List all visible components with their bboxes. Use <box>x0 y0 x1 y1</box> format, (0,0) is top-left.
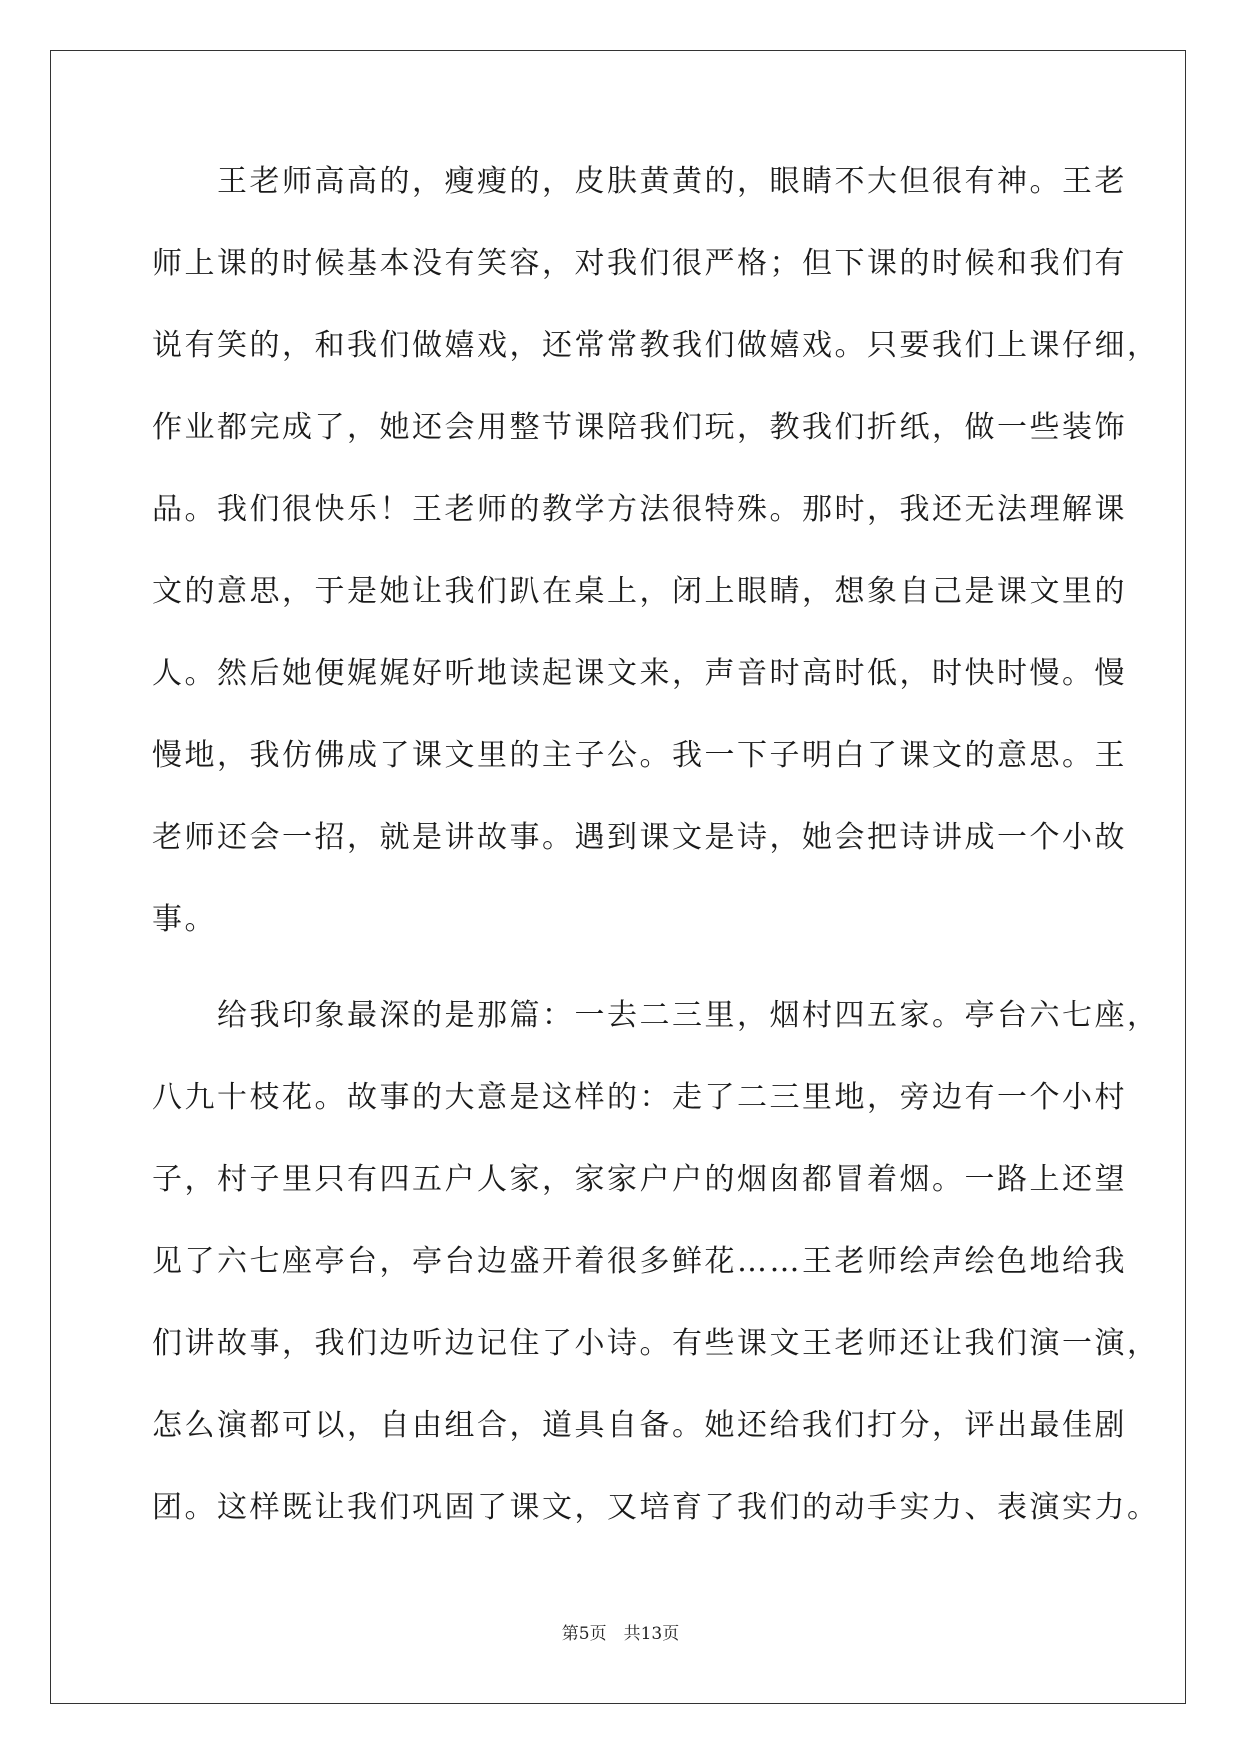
text-line: 们讲故事，我们边听边记住了小诗。有些课文王老师还让我们演一演， <box>152 1326 1160 1361</box>
document-body <box>152 162 1160 1570</box>
text-line: 说有笑的，和我们做嬉戏，还常常教我们做嬉戏。只要我们上课仔细， <box>152 328 1160 363</box>
text-line: 老师还会一招，就是讲故事。遇到课文是诗，她会把诗讲成一个小故 <box>152 820 1127 855</box>
text-line: 文的意思，于是她让我们趴在桌上，闭上眼睛，想象自己是课文里的 <box>152 574 1127 609</box>
paragraph-gap <box>152 982 1087 996</box>
text-line: 人。然后她便娓娓好听地读起课文来，声音时高时低，时快时慢。慢 <box>152 656 1127 691</box>
text-line: 八九十枝花。故事的大意是这样的：走了二三里地，旁边有一个小村 <box>152 1080 1127 1115</box>
text-line: 团。这样既让我们巩固了课文，又培育了我们的动手实力、表演实力。 <box>152 1490 1160 1525</box>
page-number-footer: 第5页 共13页 <box>561 1624 680 1644</box>
text-line: 见了六七座亭台，亭台边盛开着很多鲜花……王老师绘声绘色地给我 <box>152 1244 1127 1279</box>
text-line: 王老师高高的，瘦瘦的，皮肤黄黄的，眼睛不大但很有神。王老 <box>152 164 1127 199</box>
text-line: 品。我们很快乐！王老师的教学方法很特殊。那时，我还无法理解课 <box>152 492 1127 527</box>
text-line: 作业都完成了，她还会用整节课陪我们玩，教我们折纸，做一些装饰 <box>152 410 1127 445</box>
paragraph-2 <box>152 996 1160 1570</box>
paragraph-1 <box>152 162 1160 982</box>
text-line: 事。 <box>152 902 217 937</box>
text-line: 怎么演都可以，自由组合，道具自备。她还给我们打分，评出最佳剧 <box>152 1408 1127 1443</box>
text-line: 给我印象最深的是那篇：一去二三里，烟村四五家。亭台六七座， <box>152 998 1160 1033</box>
text-line: 子，村子里只有四五户人家，家家户户的烟囱都冒着烟。一路上还望 <box>152 1162 1127 1197</box>
text-line: 师上课的时候基本没有笑容，对我们很严格；但下课的时候和我们有 <box>152 246 1127 281</box>
text-line: 慢地，我仿佛成了课文里的主子公。我一下子明白了课文的意思。王 <box>152 738 1127 773</box>
